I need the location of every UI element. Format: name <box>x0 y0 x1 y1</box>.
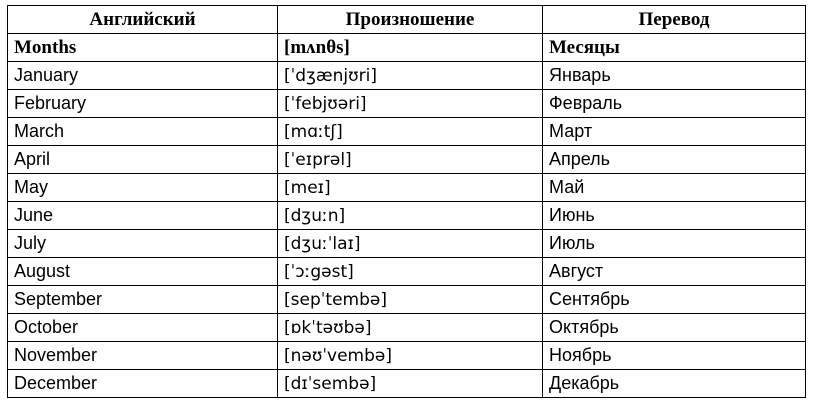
table-row <box>8 370 806 398</box>
cell-english: August <box>8 258 278 286</box>
cell-translation: Февраль <box>543 90 806 118</box>
cell-pronunciation: [nəʊˈvembə] <box>278 342 543 370</box>
cell-translation: Март <box>543 118 806 146</box>
cell-pronunciation: [ˈfebjʊəri] <box>278 90 543 118</box>
header-english: Английский <box>8 6 278 34</box>
cell-pronunciation: [sepˈtembə] <box>278 286 543 314</box>
cell-english: July <box>8 230 278 258</box>
table-subheader-row <box>8 34 806 62</box>
cell-translation: Ноябрь <box>543 342 806 370</box>
subheader-translation: Месяцы <box>543 34 806 62</box>
cell-english: October <box>8 314 278 342</box>
header-translation: Перевод <box>543 6 806 34</box>
cell-translation: Декабрь <box>543 370 806 398</box>
table-row <box>8 174 806 202</box>
cell-english: September <box>8 286 278 314</box>
cell-english: January <box>8 62 278 90</box>
cell-translation: Август <box>543 258 806 286</box>
cell-pronunciation: [dɪˈsembə] <box>278 370 543 398</box>
cell-translation: Апрель <box>543 146 806 174</box>
cell-pronunciation: [ˈeɪprəl] <box>278 146 543 174</box>
cell-pronunciation: [dʒuːˈlaɪ] <box>278 230 543 258</box>
cell-translation: Июнь <box>543 202 806 230</box>
subheader-english: Months <box>8 34 278 62</box>
cell-pronunciation: [meɪ] <box>278 174 543 202</box>
subheader-pronunciation: [mʌnθs] <box>278 34 543 62</box>
table-row <box>8 286 806 314</box>
cell-translation: Июль <box>543 230 806 258</box>
table-header-row <box>8 6 806 34</box>
table-row <box>8 118 806 146</box>
cell-english: April <box>8 146 278 174</box>
cell-pronunciation: [dʒuːn] <box>278 202 543 230</box>
cell-translation: Январь <box>543 62 806 90</box>
table-row <box>8 90 806 118</box>
cell-english: May <box>8 174 278 202</box>
cell-english: December <box>8 370 278 398</box>
cell-pronunciation: [ˈɔːgəst] <box>278 258 543 286</box>
table-row <box>8 62 806 90</box>
table-row <box>8 314 806 342</box>
cell-pronunciation: [ɒkˈtəʊbə] <box>278 314 543 342</box>
cell-english: November <box>8 342 278 370</box>
cell-english: February <box>8 90 278 118</box>
cell-english: March <box>8 118 278 146</box>
table-row <box>8 202 806 230</box>
table-row <box>8 342 806 370</box>
table-row <box>8 230 806 258</box>
cell-english: June <box>8 202 278 230</box>
months-vocabulary-table <box>7 5 806 398</box>
table-row <box>8 258 806 286</box>
cell-translation: Май <box>543 174 806 202</box>
cell-translation: Сентябрь <box>543 286 806 314</box>
cell-pronunciation: [mɑːtʃ] <box>278 118 543 146</box>
cell-translation: Октябрь <box>543 314 806 342</box>
header-pronunciation: Произношение <box>278 6 543 34</box>
table-row <box>8 146 806 174</box>
cell-pronunciation: [ˈdʒænjʊri] <box>278 62 543 90</box>
